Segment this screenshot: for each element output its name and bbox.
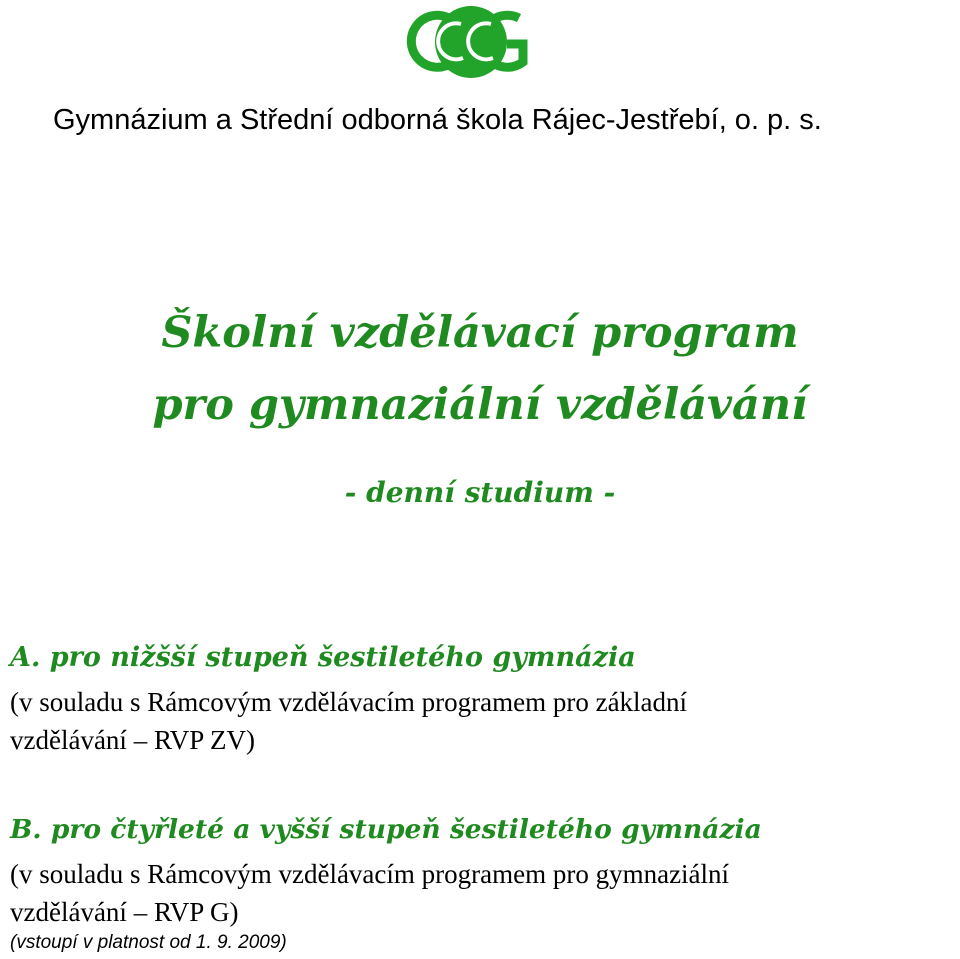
- section-b-text: [10, 855, 729, 931]
- section-a-text-line1: (v souladu s Rámcovým vzdělávacím programem pro základní: [10, 687, 688, 717]
- school-logo: [401, 4, 541, 80]
- section-b-heading: B. pro čtyřleté a vyšší stupeň šestiletého gymnázia: [10, 814, 762, 845]
- section-a-heading: A. pro nižšší stupeň šestiletého gymnázia: [10, 642, 636, 673]
- section-a-text-line2: vzdělávání – RVP ZV): [10, 725, 256, 755]
- program-title-line1: Školní vzdělávací program: [161, 308, 799, 358]
- program-subtitle: - denní studium -: [344, 476, 616, 509]
- program-title-line2: pro gymnaziální vzdělávání: [152, 380, 808, 430]
- school-name: Gymnázium a Střední odborná škola Rájec-Jestřebí, o. p. s.: [53, 104, 822, 136]
- section-a-text: [10, 683, 687, 759]
- validity-note: (vstoupí v platnost od 1. 9. 2009): [10, 932, 287, 953]
- section-b-text-line2: vzdělávání – RVP G): [10, 897, 239, 927]
- section-b-text-line1: (v souladu s Rámcovým vzdělávacím programem pro gymnaziální: [10, 859, 730, 889]
